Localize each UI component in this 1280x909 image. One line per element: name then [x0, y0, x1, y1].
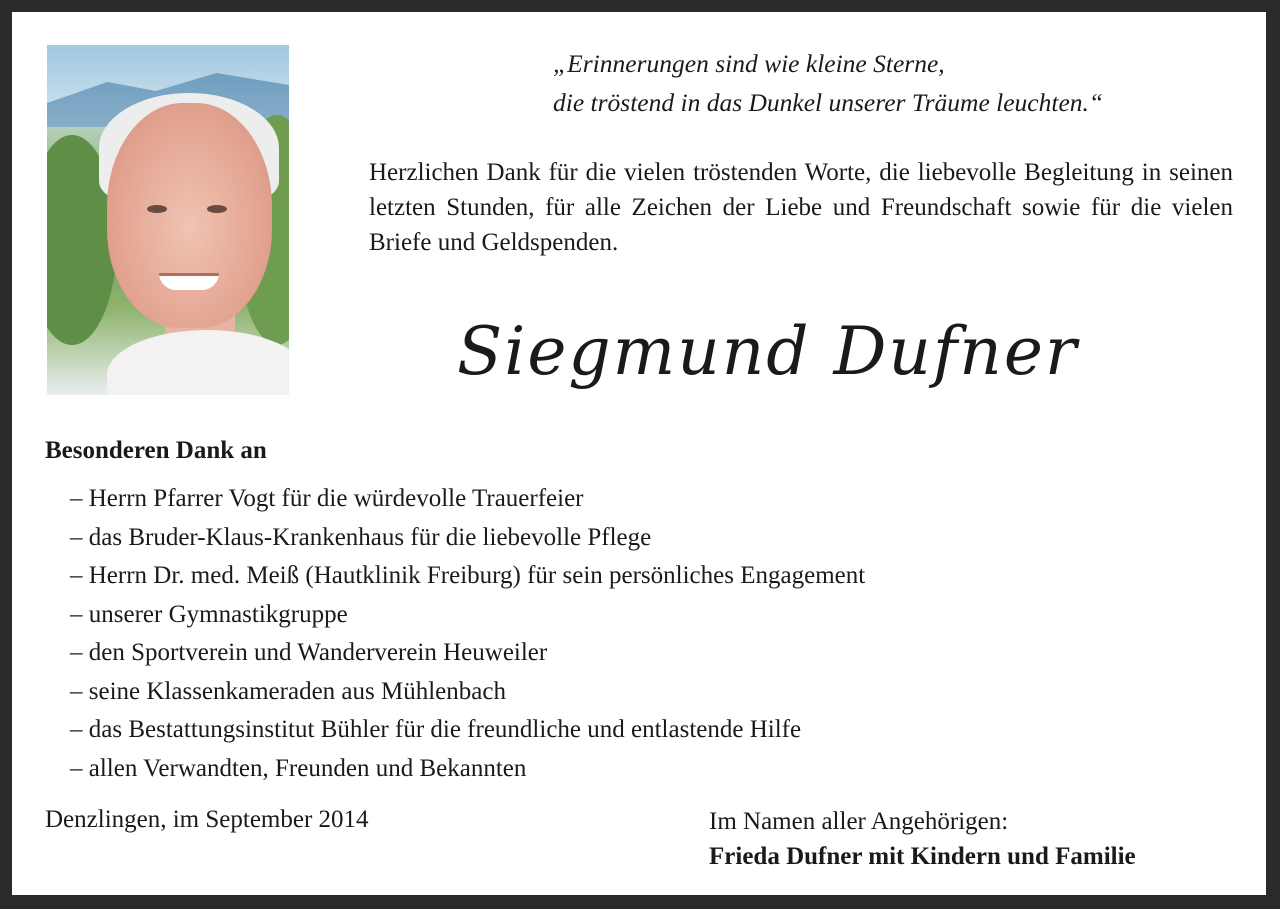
special-thanks-title: Besonderen Dank an [45, 437, 267, 464]
thanks-paragraph: Herzlichen Dank für die vielen tröstenden Worte, die liebevolle Begleitung in seinen letzten Stunden, für alle Zeichen der Liebe und Freundschaft sowie für die vielen Briefe und Geldspenden. [369, 159, 1233, 256]
list-item: – das Bruder-Klaus-Krankenhaus für die liebevolle Pflege [70, 519, 865, 558]
list-item: – seine Klassenkameraden aus Mühlenbach [70, 673, 865, 712]
quote-line-2: die tröstend in das Dunkel unserer Träume leuchten.“ [553, 88, 1104, 117]
list-item: – Herrn Pfarrer Vogt für die würdevolle Trauerfeier [70, 480, 865, 519]
special-thanks-list [70, 480, 865, 788]
family-signature: Frieda Dufner mit Kindern und Familie [709, 843, 1136, 870]
obituary-notice [12, 12, 1266, 895]
list-item: – das Bestattungsinstitut Bühler für die freundliche und entlastende Hilfe [70, 711, 865, 750]
list-item: – allen Verwandten, Freunden und Bekannten [70, 750, 865, 789]
quote-line-1: „Erinnerungen sind wie kleine Sterne, [553, 49, 945, 78]
place-date: Denzlingen, im September 2014 [45, 806, 369, 833]
list-item: – den Sportverein und Wanderverein Heuweiler [70, 634, 865, 673]
signature-block [709, 804, 1136, 874]
list-item: – Herrn Dr. med. Meiß (Hautklinik Freiburg) für sein persönliches Engagement [70, 557, 865, 596]
deceased-name: Siegmund Dufner [457, 313, 1079, 390]
on-behalf-text: Im Namen aller Angehörigen: [709, 808, 1009, 835]
list-item: – unserer Gymnastikgruppe [70, 596, 865, 635]
quote [553, 44, 1253, 122]
portrait-photo [47, 45, 289, 395]
